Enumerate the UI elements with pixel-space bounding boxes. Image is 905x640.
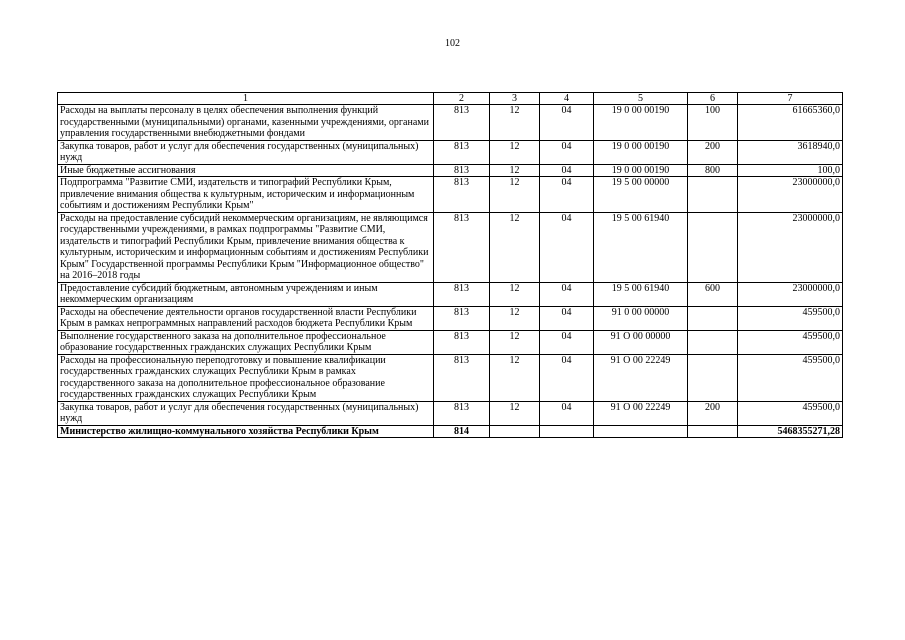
row-amount: 459500,0 (738, 306, 843, 330)
row-col-2: 814 (434, 425, 490, 438)
row-col-2: 813 (434, 140, 490, 164)
header-col-1: 1 (58, 93, 434, 105)
row-amount: 100,0 (738, 164, 843, 177)
budget-table (57, 92, 843, 438)
row-col-5: 91 О 00 22249 (594, 354, 688, 401)
row-col-5: 19 5 00 61940 (594, 282, 688, 306)
row-col-6 (688, 177, 738, 213)
row-name: Закупка товаров, работ и услуг для обеспечения государственных (муниципальных) нужд (58, 401, 434, 425)
row-col-6: 200 (688, 401, 738, 425)
row-amount: 5468355271,28 (738, 425, 843, 438)
row-col-2: 813 (434, 354, 490, 401)
table-row (58, 306, 843, 330)
row-col-3: 12 (490, 212, 540, 282)
page-number: 102 (445, 38, 460, 49)
row-col-3: 12 (490, 330, 540, 354)
table-row (58, 177, 843, 213)
row-col-4: 04 (540, 212, 594, 282)
row-amount: 23000000,0 (738, 212, 843, 282)
row-name: Расходы на предоставление субсидий некоммерческим организациям, не являющимся государственными учреждениями, в рамках подпрограммы "Развитие СМИ, издательств и типографий Республики Крым, привлечение внимания общества к культурным, историческим и информационным событиям и достижениям Республики Крым" Государственной программы Республики Крым "Информационное общество" на 2016–2018 годы (58, 212, 434, 282)
header-row (58, 93, 843, 105)
row-amount: 61665360,0 (738, 105, 843, 141)
row-col-3: 12 (490, 177, 540, 213)
row-col-3 (490, 425, 540, 438)
row-amount: 3618940,0 (738, 140, 843, 164)
table-row (58, 212, 843, 282)
row-col-5: 19 0 00 00190 (594, 164, 688, 177)
table-row (58, 354, 843, 401)
row-name: Подпрограмма "Развитие СМИ, издательств и типографий Республики Крым, привлечение внимания общества к культурным, историческим и информационным событиям и достижениям Республики Крым" (58, 177, 434, 213)
table-body (58, 105, 843, 438)
row-col-6: 100 (688, 105, 738, 141)
table-row (58, 401, 843, 425)
row-col-6 (688, 212, 738, 282)
row-col-5: 19 5 00 61940 (594, 212, 688, 282)
table-row (58, 105, 843, 141)
table-row (58, 140, 843, 164)
row-name: Предоставление субсидий бюджетным, автономным учреждениям и иным некоммерческим организациям (58, 282, 434, 306)
row-name: Министерство жилищно-коммунального хозяйства Республики Крым (58, 425, 434, 438)
row-col-4: 04 (540, 354, 594, 401)
header-col-7: 7 (738, 93, 843, 105)
header-col-3: 3 (490, 93, 540, 105)
row-amount: 23000000,0 (738, 177, 843, 213)
row-col-6 (688, 330, 738, 354)
row-col-6: 800 (688, 164, 738, 177)
row-name: Иные бюджетные ассигнования (58, 164, 434, 177)
row-col-2: 813 (434, 282, 490, 306)
row-col-2: 813 (434, 330, 490, 354)
row-name: Выполнение государственного заказа на дополнительное профессиональное образование государственных гражданских служащих Республики Крым (58, 330, 434, 354)
row-amount: 459500,0 (738, 401, 843, 425)
row-col-5: 19 0 00 00190 (594, 105, 688, 141)
row-col-4: 04 (540, 177, 594, 213)
row-col-5: 91 О 00 22249 (594, 401, 688, 425)
table-row (58, 425, 843, 438)
row-name: Расходы на профессиональную переподготовку и повышение квалификации государственных гражданских служащих Республики Крым в рамках государственного заказа на дополнительное профессиональное образование государственных гражданских служащих Республики Крым (58, 354, 434, 401)
row-col-3: 12 (490, 306, 540, 330)
header-col-4: 4 (540, 93, 594, 105)
row-col-2: 813 (434, 105, 490, 141)
row-col-4: 04 (540, 401, 594, 425)
header-col-2: 2 (434, 93, 490, 105)
row-col-6: 200 (688, 140, 738, 164)
row-col-3: 12 (490, 282, 540, 306)
row-col-5: 19 5 00 00000 (594, 177, 688, 213)
header-col-5: 5 (594, 93, 688, 105)
row-col-3: 12 (490, 105, 540, 141)
table-row (58, 330, 843, 354)
row-col-5: 19 0 00 00190 (594, 140, 688, 164)
row-col-5 (594, 425, 688, 438)
row-col-2: 813 (434, 306, 490, 330)
row-col-2: 813 (434, 164, 490, 177)
row-name: Закупка товаров, работ и услуг для обеспечения государственных (муниципальных) нужд (58, 140, 434, 164)
row-col-5: 91 0 00 00000 (594, 306, 688, 330)
row-col-2: 813 (434, 177, 490, 213)
row-col-4: 04 (540, 330, 594, 354)
row-amount: 459500,0 (738, 354, 843, 401)
row-col-3: 12 (490, 164, 540, 177)
row-amount: 459500,0 (738, 330, 843, 354)
row-col-3: 12 (490, 354, 540, 401)
row-amount: 23000000,0 (738, 282, 843, 306)
row-col-3: 12 (490, 140, 540, 164)
row-col-2: 813 (434, 401, 490, 425)
row-col-4 (540, 425, 594, 438)
row-col-4: 04 (540, 140, 594, 164)
row-name: Расходы на выплаты персоналу в целях обеспечения выполнения функций государственными (муниципальными) органами, казенными учреждениями, органами управления государственными внебюджетными фондами (58, 105, 434, 141)
table-row (58, 164, 843, 177)
row-col-4: 04 (540, 164, 594, 177)
row-col-5: 91 О 00 00000 (594, 330, 688, 354)
row-col-4: 04 (540, 105, 594, 141)
row-col-6 (688, 306, 738, 330)
header-col-6: 6 (688, 93, 738, 105)
table-row (58, 282, 843, 306)
row-name: Расходы на обеспечение деятельности органов государственной власти Республики Крым в рамках непрограммных направлений расходов бюджета Республики Крым (58, 306, 434, 330)
row-col-4: 04 (540, 282, 594, 306)
row-col-3: 12 (490, 401, 540, 425)
row-col-4: 04 (540, 306, 594, 330)
row-col-6 (688, 354, 738, 401)
row-col-6 (688, 425, 738, 438)
row-col-6: 600 (688, 282, 738, 306)
row-col-2: 813 (434, 212, 490, 282)
